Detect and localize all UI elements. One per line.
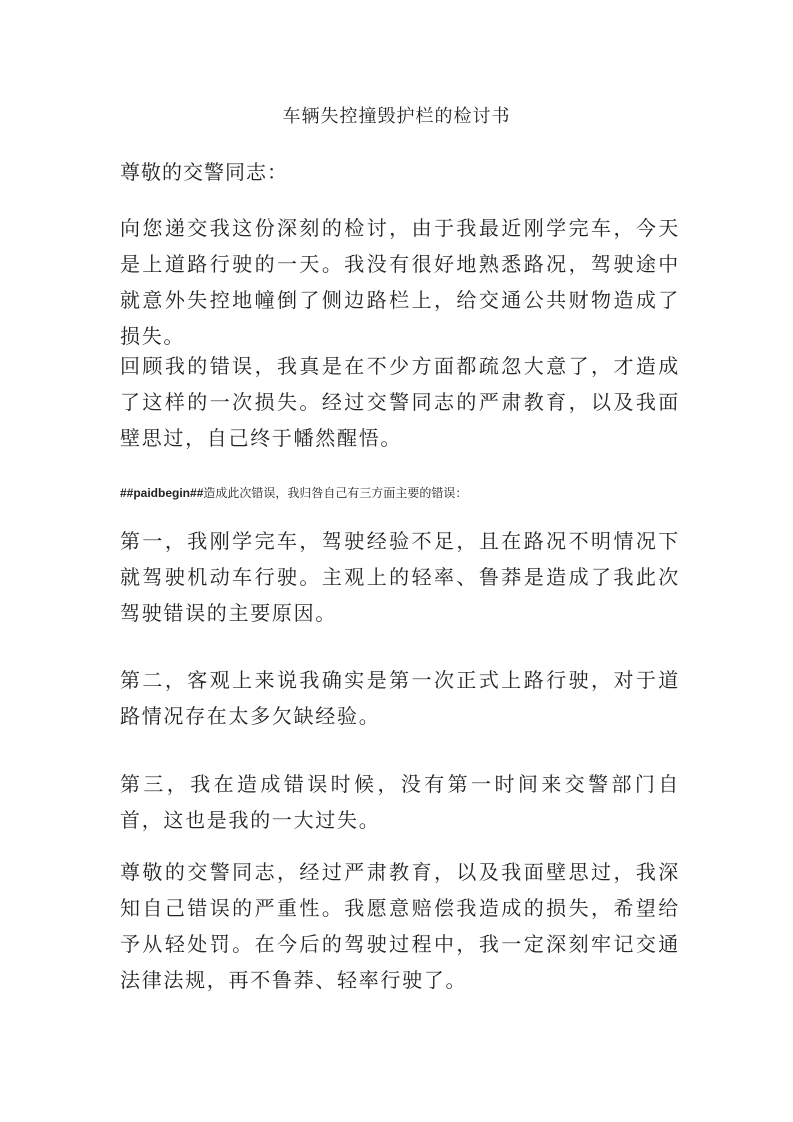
- paragraph-point-2: 第二，客观上来说我确实是第一次正式上路行驶，对于道路情况存在太多欠缺经验。: [120, 668, 680, 728]
- paid-marker-line: [120, 484, 680, 502]
- paragraph-point-3: 第三，我在造成错误时候，没有第一时间来交警部门自首，这也是我的一大过失。: [120, 772, 680, 832]
- paid-marker-text: 造成此次错误，我归咎自己有三方面主要的错误：: [203, 486, 468, 500]
- salutation: 尊敬的交警同志：: [120, 160, 288, 184]
- paragraph-intro: 向您递交我这份深刻的检讨，由于我最近刚学完车，今天是上道路行驶的一天。我没有很好地熟悉路况，驾驶途中就意外失控地幢倒了侧边路栏上，给交通公共财物造成了损失。: [120, 216, 680, 348]
- paid-marker-tag: ##paidbegin##: [120, 486, 204, 500]
- paragraph-closing: 尊敬的交警同志，经过严肃教育，以及我面壁思过，我深知自己错误的严重性。我愿意赔偿我造成的损失，希望给予从轻处罚。在今后的驾驶过程中，我一定深刻牢记交通法律法规，再不鲁莽、轻率行驶了。: [120, 860, 680, 992]
- document-title: 车辆失控撞毁护栏的检讨书: [282, 106, 511, 127]
- paragraph-reflection: 回顾我的错误，我真是在不少方面都疏忽大意了，才造成了这样的一次损失。经过交警同志的严肃教育，以及我面壁思过，自己终于幡然醒悟。: [120, 354, 680, 450]
- paragraph-point-1: 第一，我刚学完车，驾驶经验不足，且在路况不明情况下就驾驶机动车行驶。主观上的轻率、鲁莽是造成了我此次驾驶错误的主要原因。: [120, 529, 680, 625]
